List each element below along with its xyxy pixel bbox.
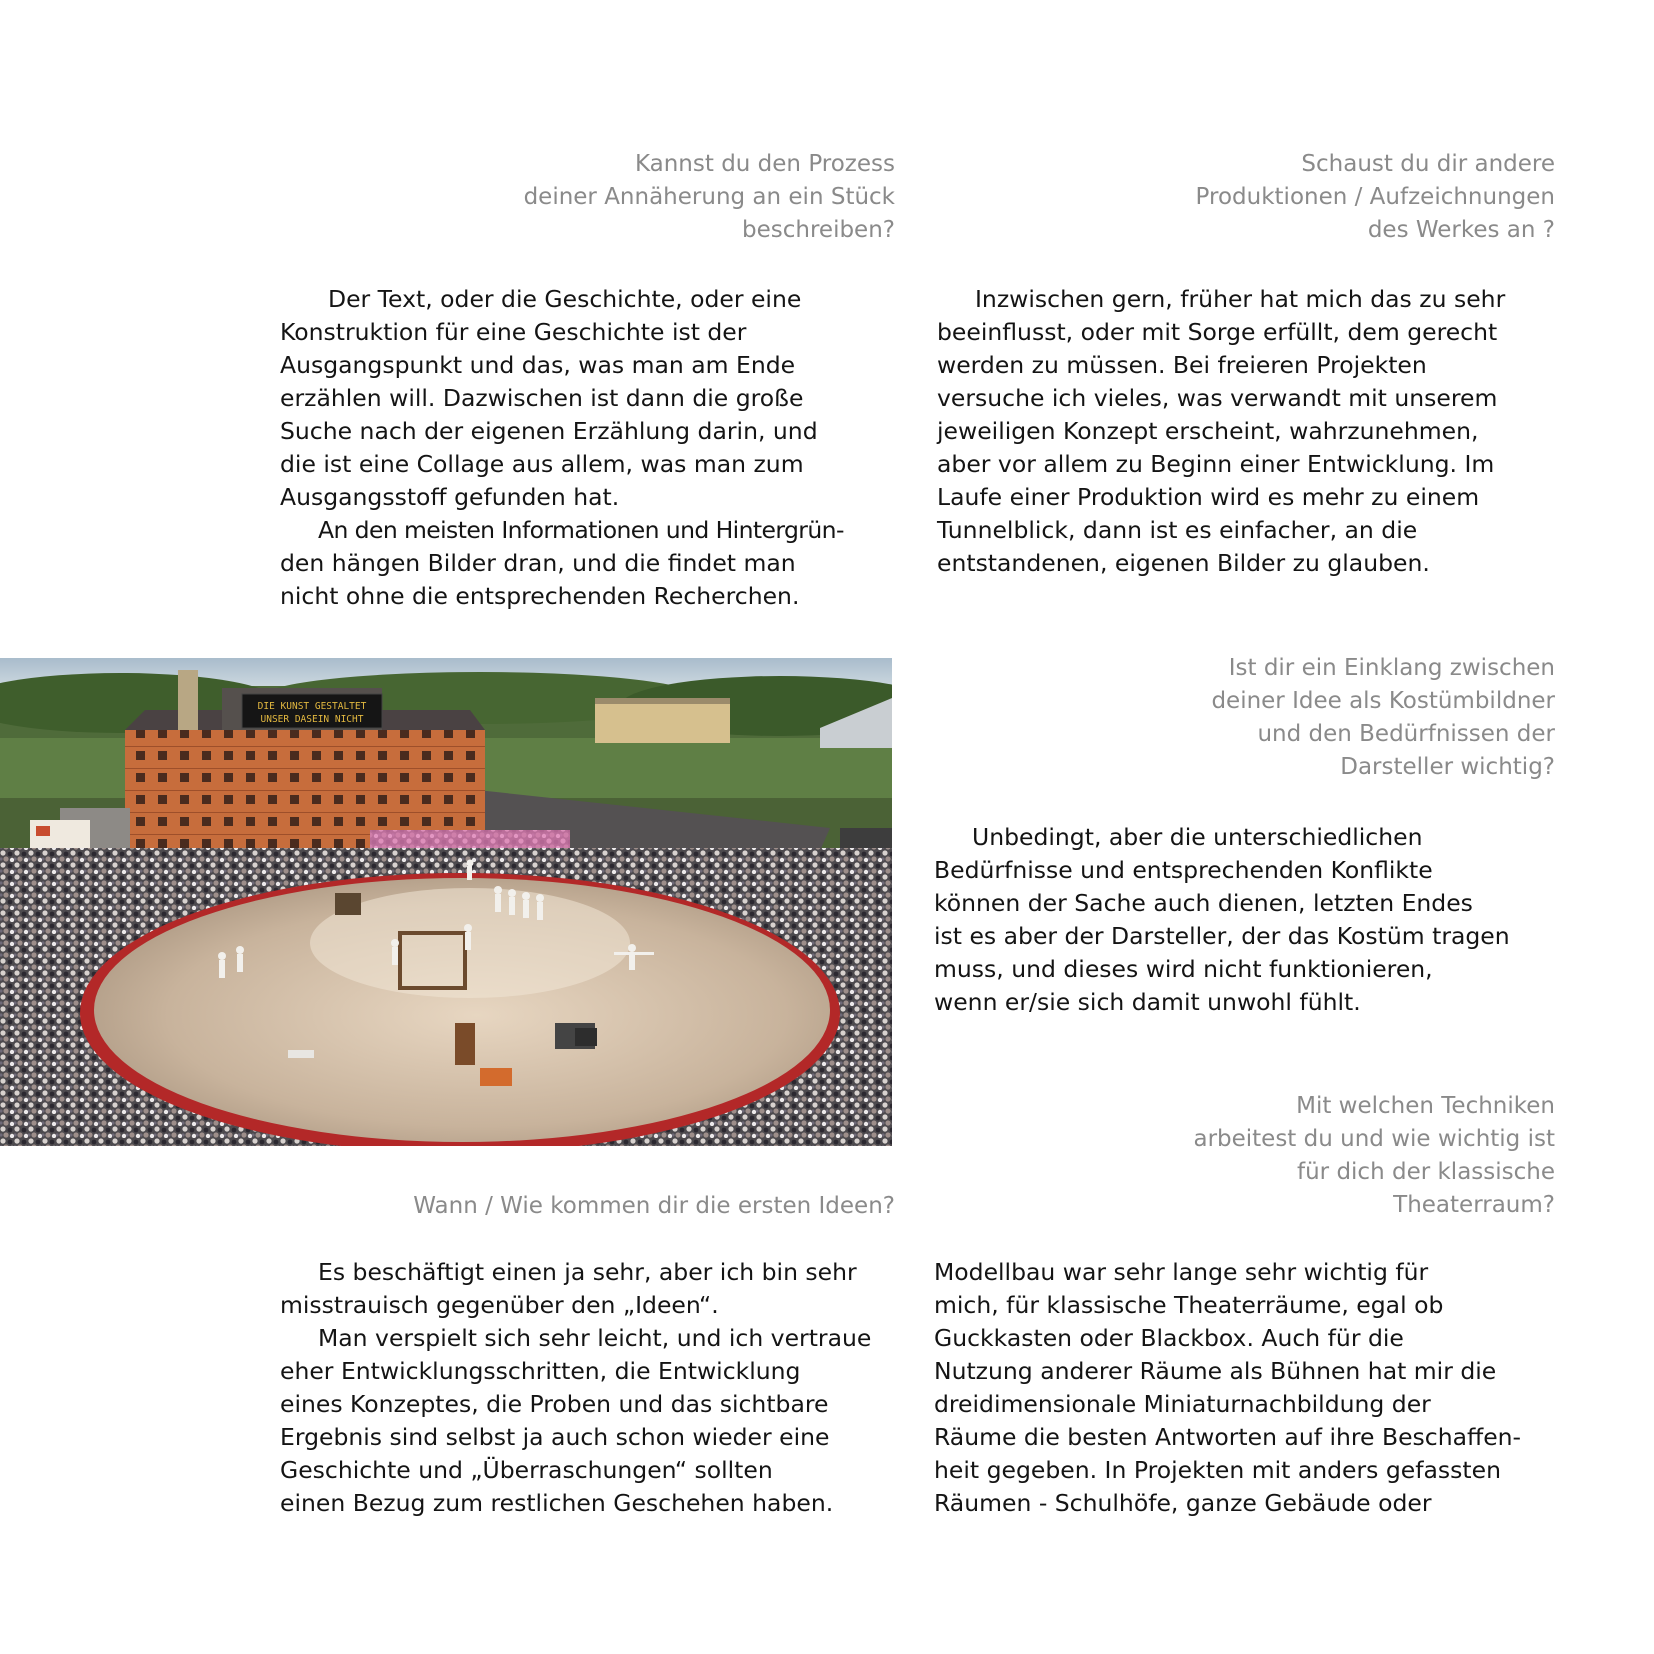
question-line: Theaterraum? — [1393, 1192, 1555, 1218]
answer-line: jeweiligen Konzept erscheint, wahrzunehmen, — [937, 417, 1479, 445]
question-5 — [320, 1190, 895, 1223]
answer-line: Inzwischen gern, früher hat mich das zu sehr — [975, 285, 1506, 313]
answer-1 — [280, 283, 895, 613]
answer-line: mich, für klassische Theaterräume, egal ob — [934, 1291, 1444, 1319]
answer-4 — [934, 1256, 1554, 1520]
answer-line: Ausgangsstoff gefunden hat. — [280, 483, 620, 511]
answer-line: eines Konzeptes, die Proben und das sichtbare — [280, 1390, 829, 1418]
answer-line: Konstruktion für eine Geschichte ist der — [280, 318, 747, 346]
answer-line: Räumen - Schulhöfe, ganze Gebäude oder — [934, 1489, 1432, 1517]
answer-line: die ist eine Collage aus allem, was man zum — [280, 450, 804, 478]
answer-line: aber vor allem zu Beginn einer Entwicklung. Im — [937, 450, 1495, 478]
answer-5 — [280, 1256, 900, 1520]
answer-line: nicht ohne die entsprechenden Recherchen. — [280, 582, 800, 610]
question-1 — [440, 148, 895, 247]
answer-line: heit gegeben. In Projekten mit anders gefassten — [934, 1456, 1501, 1484]
answer-line: können der Sache auch dienen, letzten Endes — [934, 889, 1473, 917]
answer-line: ist es aber der Darsteller, der das Kostüm tragen — [934, 922, 1510, 950]
answer-line: misstrauisch gegenüber den „Ideen“. — [280, 1291, 719, 1319]
answer-line: den hängen Bilder dran, und die findet man — [280, 549, 796, 577]
question-line: für dich der klassische — [1297, 1159, 1555, 1185]
answer-line: dreidimensionale Miniaturnachbildung der — [934, 1390, 1431, 1418]
answer-line: Räume die besten Antworten auf ihre Beschaffen- — [934, 1423, 1522, 1451]
answer-line: Es beschäftigt einen ja sehr, aber ich bin sehr — [318, 1258, 857, 1286]
question-line: beschreiben? — [742, 217, 895, 243]
answer-line: Guckkasten oder Blackbox. Auch für die — [934, 1324, 1404, 1352]
question-line: Wann / Wie kommen dir die ersten Ideen? — [413, 1193, 895, 1219]
answer-line: Geschichte und „Überraschungen“ sollten — [280, 1456, 773, 1484]
question-line: arbeitest du und wie wichtig ist — [1193, 1126, 1555, 1152]
question-2 — [1080, 148, 1555, 247]
answer-line: eher Entwicklungsschritten, die Entwicklung — [280, 1357, 801, 1385]
question-line: deiner Idee als Kostümbildner — [1211, 688, 1555, 714]
answer-line: Ausgangspunkt und das, was man am Ende — [280, 351, 796, 379]
answer-line: Man verspielt sich sehr leicht, und ich vertraue — [318, 1324, 872, 1352]
question-line: und den Bedürfnissen der — [1257, 721, 1555, 747]
question-line: deiner Annäherung an ein Stück — [523, 184, 895, 210]
question-line: Darsteller wichtig? — [1340, 754, 1555, 780]
answer-line: Laufe einer Produktion wird es mehr zu einem — [937, 483, 1480, 511]
question-3 — [1080, 652, 1555, 784]
question-line: Schaust du dir andere — [1301, 151, 1555, 177]
answer-line: einen Bezug zum restlichen Geschehen haben. — [280, 1489, 834, 1517]
question-line: Produktionen / Aufzeichnungen — [1195, 184, 1555, 210]
answer-line: An den meisten Informationen und Hintergrün- — [318, 516, 844, 544]
question-line: Mit welchen Techniken — [1296, 1093, 1555, 1119]
question-line: Ist dir ein Einklang zwischen — [1228, 655, 1555, 681]
answer-line: Der Text, oder die Geschichte, oder eine — [328, 285, 802, 313]
answer-line: erzählen will. Dazwischen ist dann die große — [280, 384, 804, 412]
answer-line: wenn er/sie sich damit unwohl fühlt. — [934, 988, 1361, 1016]
answer-line: Unbedingt, aber die unterschiedlichen — [972, 823, 1423, 851]
answer-line: werden zu müssen. Bei freieren Projekten — [937, 351, 1427, 379]
answer-line: muss, und dieses wird nicht funktionieren, — [934, 955, 1433, 983]
answer-line: Bedürfnisse und entsprechenden Konflikte — [934, 856, 1433, 884]
answer-3 — [934, 821, 1554, 1019]
question-line: Kannst du den Prozess — [634, 151, 895, 177]
answer-line: versuche ich vieles, was verwandt mit unserem — [937, 384, 1498, 412]
arena-stage-photo — [0, 658, 892, 1146]
answer-line: Ergebnis sind selbst ja auch schon wieder eine — [280, 1423, 830, 1451]
answer-line: Nutzung anderer Räume als Bühnen hat mir die — [934, 1357, 1497, 1385]
answer-2 — [937, 283, 1557, 580]
sign-text-line-2: UNSER DASEIN NICHT — [260, 714, 364, 725]
answer-line: beeinflusst, oder mit Sorge erfüllt, dem gerecht — [937, 318, 1498, 346]
sign-text-line-1: DIE KUNST GESTALTET — [257, 701, 367, 712]
question-line: des Werkes an ? — [1367, 217, 1555, 243]
question-4 — [1080, 1090, 1555, 1222]
answer-line: Suche nach der eigenen Erzählung darin, und — [280, 417, 818, 445]
answer-line: Tunnelblick, dann ist es einfacher, an die — [937, 516, 1418, 544]
answer-line: Modellbau war sehr lange sehr wichtig für — [934, 1258, 1429, 1286]
answer-line: entstandenen, eigenen Bilder zu glauben. — [937, 549, 1430, 577]
